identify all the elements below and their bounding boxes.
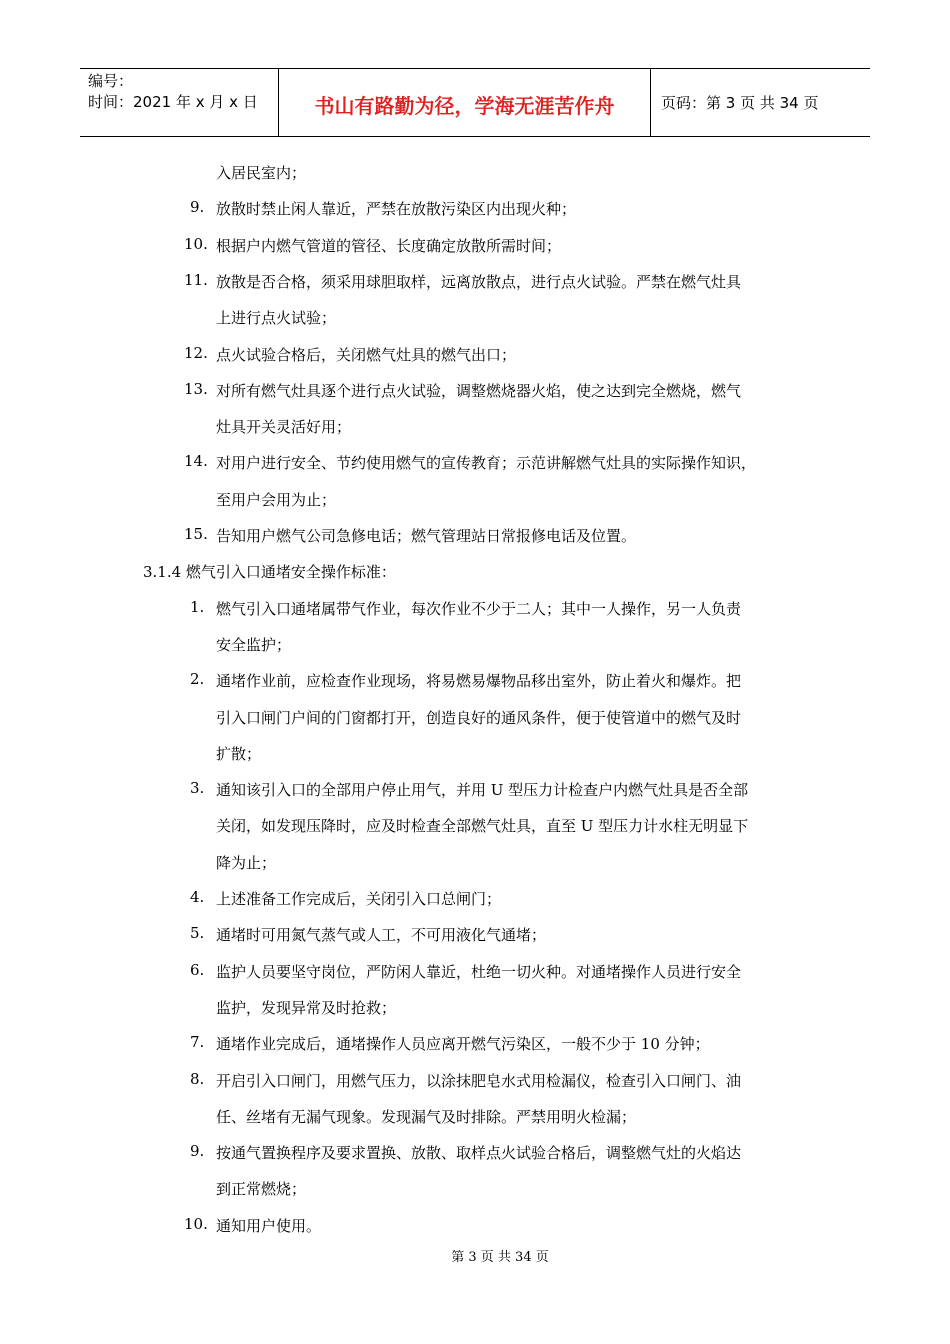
- list-item-text: 放散时禁止闲人靠近，严禁在放散污染区内出现火种；: [216, 200, 577, 219]
- list-item-text: 按通气置换程序及要求置换、放散、取样点火试验合格后，调整燃气灶的火焰达: [216, 1144, 742, 1163]
- list-item-text: 关闭，如发现压降时，应及时检查全部燃气灶具，直至 U 型压力计水柱无明显下: [216, 817, 749, 836]
- list-item-text: 安全监护；: [216, 635, 292, 654]
- list-item-number: 4.: [190, 888, 205, 906]
- list-item-text: 开启引入口闸门，用燃气压力，以涂抹肥皂水式用检漏仪，检查引入口闸门、油: [216, 1071, 742, 1090]
- list-item-text: 监护，发现异常及时抢救；: [216, 998, 397, 1017]
- list-item-text: 上进行点火试验；: [216, 309, 337, 328]
- list-item-text: 对所有燃气灶具逐个进行点火试验，调整燃烧器火焰，使之达到完全燃烧，燃气: [216, 381, 742, 400]
- list-item-text: 通知用户使用。: [216, 1216, 322, 1235]
- list-item-number: 13.: [184, 379, 208, 398]
- list-item-text: 扩散；: [216, 744, 262, 763]
- list-item-text: 引入口闸门户间的门窗都打开，创造良好的通风条件，便于使管道中的燃气及时: [216, 708, 742, 727]
- header-page-info: 页码：第 3 页 共 34 页: [661, 94, 819, 112]
- list-item-number: 3.: [190, 779, 205, 798]
- list-item-text: 降为止；: [216, 853, 277, 872]
- list-item-text: 通堵作业前，应检查作业现场，将易燃易爆物品移出室外，防止着火和爆炸。把: [216, 672, 742, 691]
- list-item-text: 灶具开关灵活好用；: [216, 418, 352, 437]
- list-item-number: 9.: [190, 1142, 205, 1161]
- list-item-text: 点火试验合格后，关闭燃气灶具的燃气出口；: [216, 345, 517, 364]
- list-item-number: 9.: [190, 198, 205, 217]
- list-item-number: 6.: [190, 960, 205, 979]
- header-meta: [80, 69, 279, 136]
- list-item-number: 1.: [190, 597, 205, 616]
- list-item-number: 10.: [184, 234, 208, 253]
- section-heading: 3.1.4 燃气引入口通堵安全操作标准：: [143, 563, 396, 582]
- list-item-number: 7.: [190, 1033, 205, 1052]
- list-item-text: 燃气引入口通堵属带气作业，每次作业不少于二人；其中一人操作，另一人负责: [216, 599, 742, 618]
- list-item-text: 任、丝堵有无漏气现象。发现漏气及时排除。严禁用明火检漏；: [216, 1107, 637, 1126]
- list-item-number: 2.: [190, 670, 205, 689]
- list-item-text: 上述准备工作完成后，关闭引入口总闸门；: [216, 890, 502, 908]
- list-item-number: 5.: [190, 924, 205, 943]
- time-label: 时间：2021 年 x 月 x 日: [88, 93, 258, 111]
- list-item-number: 14.: [184, 452, 208, 471]
- list-item-number: 10.: [184, 1214, 208, 1233]
- list-item-text: 对用户进行安全、节约使用燃气的宣传教育；示范讲解燃气灶具的实际操作知识，: [216, 454, 757, 473]
- list-item-text: 至用户会用为止；: [216, 490, 337, 509]
- list-item-text: 告知用户燃气公司急修电话；燃气管理站日常报修电话及位置。: [216, 527, 637, 545]
- code-label: 编号：: [88, 72, 134, 90]
- list-item-number: 15.: [184, 525, 208, 543]
- list-item-text: 根据户内燃气管道的管径、长度确定放散所需时间；: [216, 236, 562, 255]
- page-footer: 第 3 页 共 34 页: [451, 1250, 549, 1265]
- list-item-text: 通堵时可用氮气蒸气或人工，不可用液化气通堵；: [216, 926, 547, 945]
- list-item-text: 通堵作业完成后，通堵操作人员应离开燃气污染区，一般不少于 10 分钟；: [216, 1035, 710, 1054]
- list-item-text: 通知该引入口的全部用户停止用气，并用 U 型压力计检查户内燃气灶具是否全部: [216, 781, 749, 800]
- list-item-text: 放散是否合格，须采用球胆取样，远离放散点，进行点火试验。严禁在燃气灶具: [216, 272, 742, 291]
- list-item-number: 8.: [190, 1069, 205, 1088]
- list-item-text: 入居民室内；: [216, 164, 307, 182]
- list-item-number: 12.: [184, 343, 208, 362]
- list-item-text: 到正常燃烧；: [216, 1180, 307, 1199]
- list-item-number: 11.: [184, 270, 208, 289]
- list-item-text: 监护人员要坚守岗位，严防闲人靠近，杜绝一切火种。对通堵操作人员进行安全: [216, 962, 742, 981]
- header-motto: 书山有路勤为径，学海无涯苦作舟: [279, 69, 651, 136]
- page-header: [80, 68, 870, 137]
